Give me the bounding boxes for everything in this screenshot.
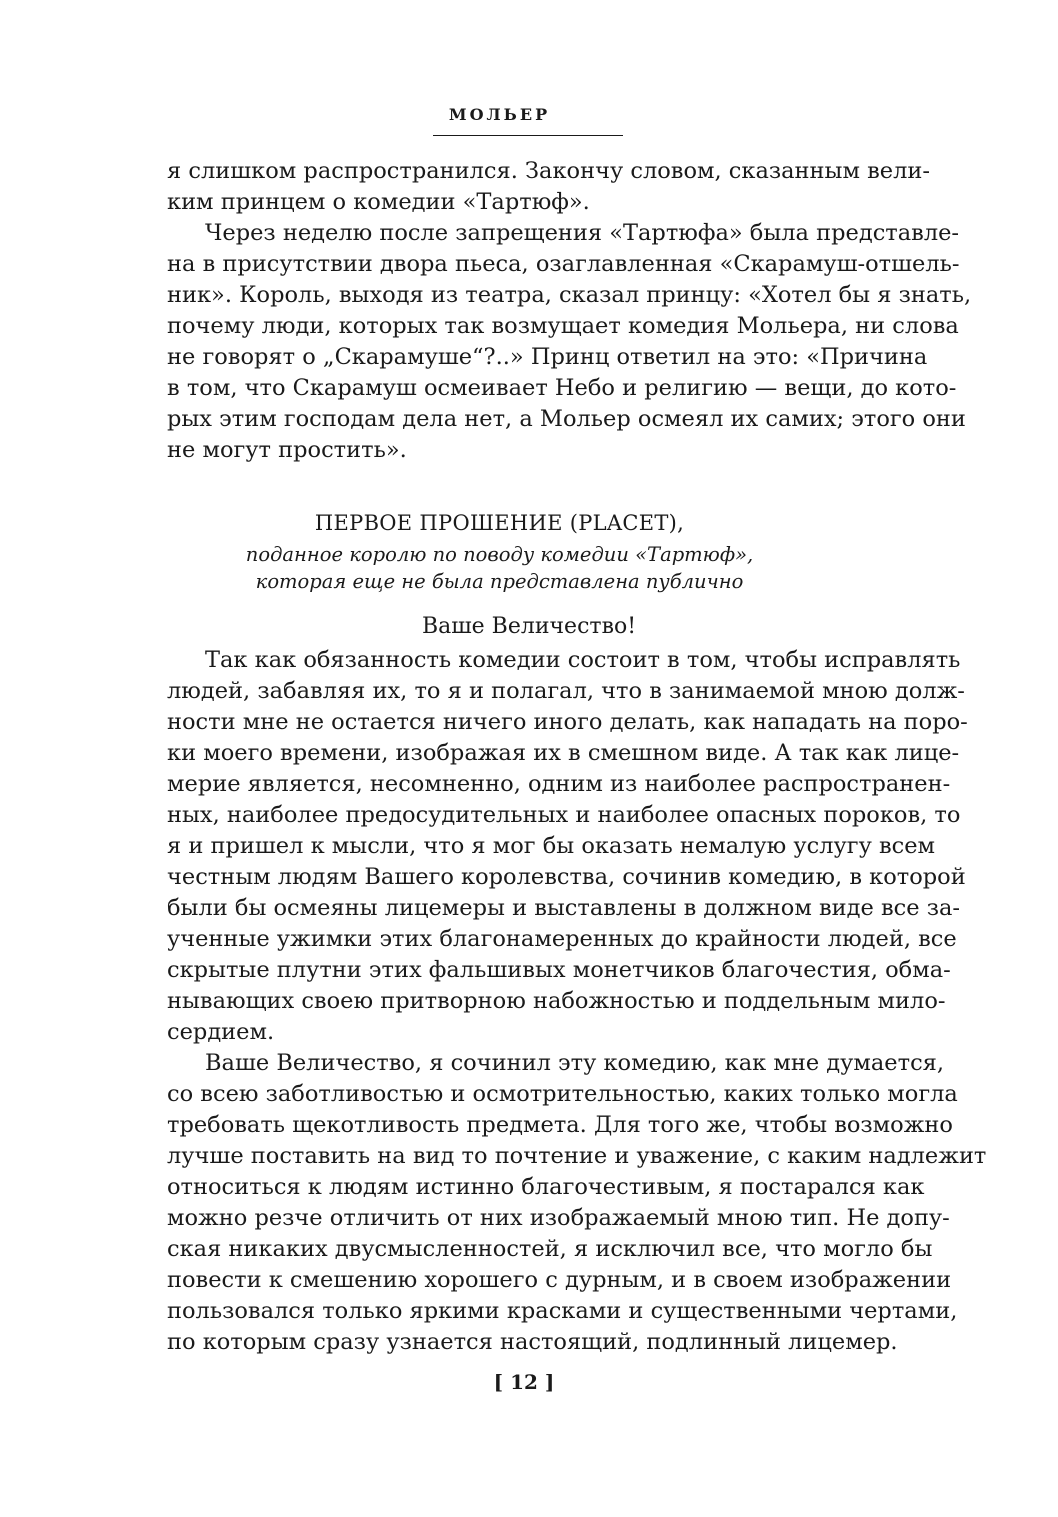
text-block-bottom — [167, 645, 987, 1358]
running-head-rule — [433, 135, 623, 136]
text-line: мерие является, несомненно, одним из наиболее распространен- — [167, 771, 951, 797]
text-line: Через неделю после запрещения «Тартюфа» была представле- — [205, 220, 960, 246]
text-line: я и пришел к мысли, что я мог бы оказать немалую услугу всем — [167, 833, 936, 859]
text-line: я слишком распространился. Закончу словом, сказанным вели- — [167, 158, 930, 184]
text-line: людей, забавляя их, то я и полагал, что в занимаемой мною долж- — [167, 678, 965, 704]
text-line: не говорят о „Скарамуше“?..» Принц ответил на это: «Причина — [167, 344, 928, 370]
running-head: МОЛЬЕР — [448, 105, 551, 124]
text-line: не могут простить». — [167, 437, 407, 463]
text-line: ник». Король, выходя из театра, сказал принцу: «Хотел бы я знать, — [167, 282, 972, 308]
text-line: лучше поставить на вид то почтение и уважение, с каким надлежит — [167, 1143, 987, 1169]
section-subtitle-line: которая еще не была представлена публично — [255, 570, 744, 593]
text-block-top — [167, 156, 972, 466]
text-line: были бы осмеяны лицемеры и выставлены в должном виде все за- — [167, 895, 961, 921]
text-line: ных, наиболее предосудительных и наиболее опасных пороков, то — [167, 802, 961, 828]
text-line: Ваше Величество, я сочинил эту комедию, как мне думается, — [205, 1050, 945, 1076]
text-line: скрытые плутни этих фальшивых монетчиков благочестия, обма- — [167, 957, 951, 983]
section-subtitle-line: поданное королю по поводу комедии «Тартюф», — [245, 543, 754, 566]
text-line: почему люди, которых так возмущает комедия Мольера, ни слова — [167, 313, 959, 339]
text-line: по которым сразу узнается настоящий, подлинный лицемер. — [167, 1329, 898, 1355]
text-line: в том, что Скарамуш осмеивает Небо и религию — вещи, до кото- — [167, 375, 957, 401]
text-line: ности мне не остается ничего иного делать, как нападать на поро- — [167, 709, 968, 735]
text-line: ки моего времени, изображая их в смешном виде. А так как лице- — [167, 740, 960, 766]
text-line: со всею заботливостью и осмотрительностью, каких только могла — [167, 1081, 958, 1107]
text-line: требовать щекотливость предмета. Для того же, чтобы возможно — [167, 1112, 953, 1138]
text-line: сердием. — [167, 1019, 275, 1045]
salutation: Ваше Величество! — [421, 614, 637, 639]
text-line: ская никаких двусмысленностей, я исключил все, что могло бы — [167, 1236, 933, 1262]
section-title: ПЕРВОЕ ПРОШЕНИЕ (PLACET), — [314, 511, 685, 535]
text-line: пользовался только яркими красками и существенными чертами, — [167, 1298, 958, 1324]
text-line: Так как обязанность комедии состоит в том, чтобы исправлять — [205, 647, 961, 673]
text-line: можно резче отличить от них изображаемый мною тип. Не допу- — [167, 1205, 950, 1231]
text-line: рых этим господам дела нет, а Мольер осмеял их самих; этого они — [167, 406, 966, 432]
text-line: относиться к людям истинно благочестивым, я постарался как — [167, 1174, 925, 1200]
text-line: повести к смешению хорошего с дурным, и в своем изображении — [167, 1267, 952, 1293]
text-line: нывающих своею притворною набожностью и поддельным мило- — [167, 988, 946, 1014]
text-line: ученные ужимки этих благонамеренных до крайности людей, все — [167, 926, 957, 952]
text-line: на в присутствии двора пьеса, озаглавленная «Скарамуш-отшель- — [167, 251, 960, 277]
text-line: ким принцем о комедии «Тартюф». — [167, 189, 590, 215]
text-line: честным людям Вашего королевства, сочинив комедию, в которой — [167, 864, 966, 890]
page-number: [ 12 ] — [493, 1370, 555, 1394]
